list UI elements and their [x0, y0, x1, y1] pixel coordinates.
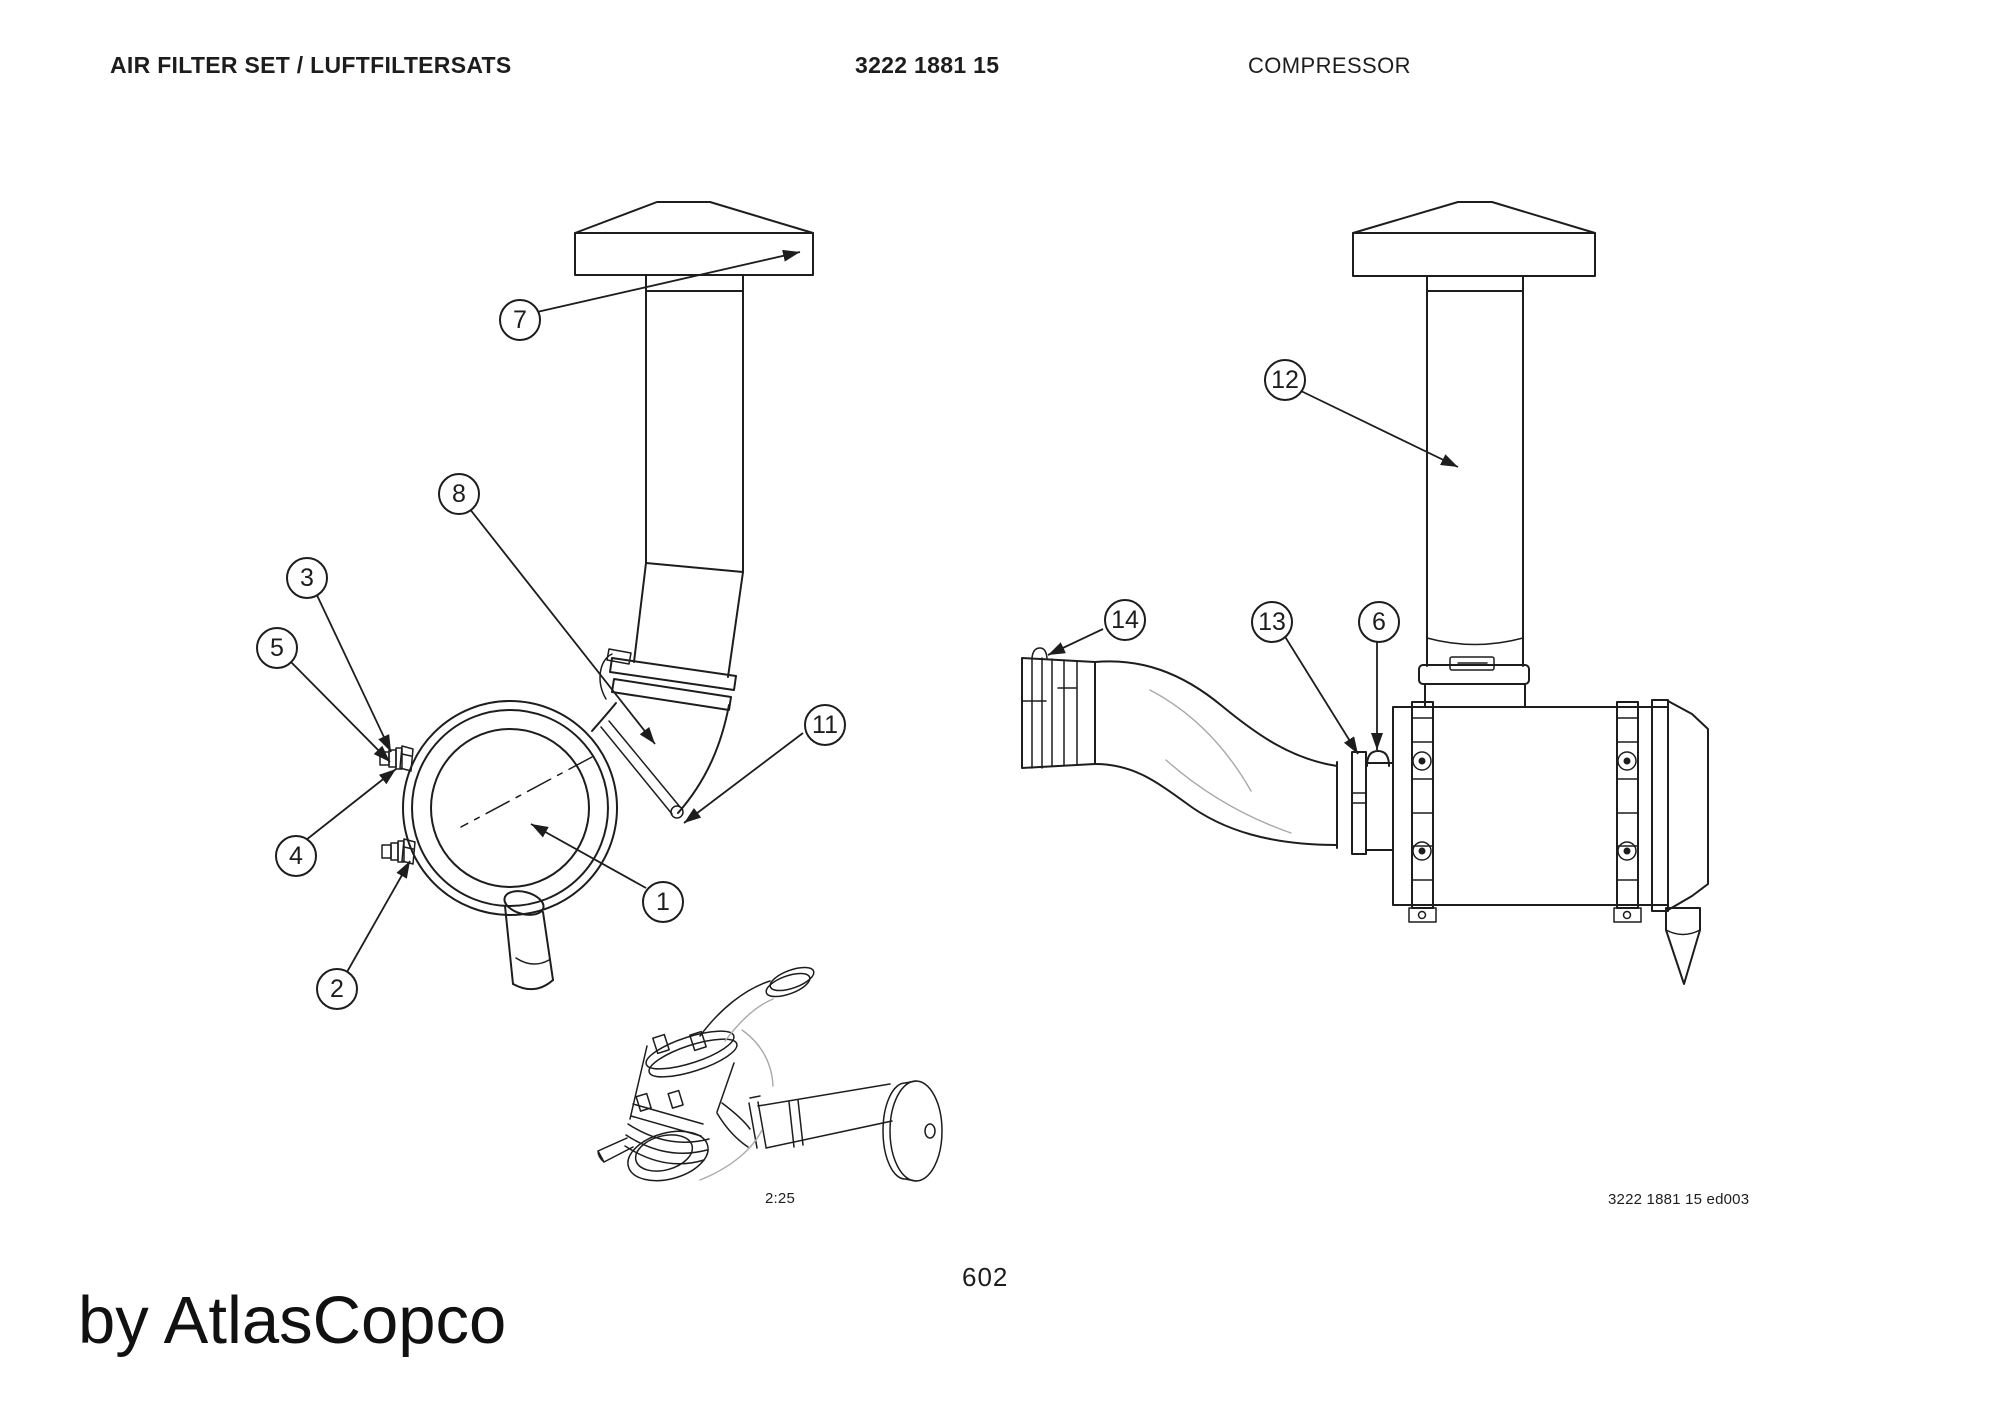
callout-11: 11	[804, 704, 846, 746]
intake-pipe	[1427, 276, 1523, 666]
rain-cap-roof	[1353, 202, 1595, 233]
isometric-assembly-view	[598, 963, 942, 1189]
hose-clamp-screw	[1352, 793, 1366, 803]
end-ring	[1652, 700, 1668, 911]
intake-pipe-lower	[634, 563, 743, 677]
leader-7	[537, 252, 800, 312]
housing-inner-rim	[412, 710, 608, 906]
part-number: 3222 1881 15	[855, 52, 1000, 78]
mounting-band-right	[1614, 702, 1641, 922]
product-name: COMPRESSOR	[1248, 53, 1411, 78]
callout-6: 6	[1358, 601, 1400, 643]
callout-2: 2	[316, 968, 358, 1010]
leader-3	[315, 591, 391, 752]
housing-cover	[431, 729, 589, 887]
dust-ejector-lip	[1666, 930, 1700, 935]
callout-7: 7	[499, 299, 541, 341]
center-line	[461, 757, 592, 827]
rain-cap-band	[575, 233, 813, 275]
inlet-collar-band-2	[612, 679, 731, 710]
page-title: AIR FILTER SET / LUFTFILTERSATS	[110, 52, 512, 78]
hose-bead	[1032, 648, 1047, 658]
inlet-collar	[1425, 684, 1525, 707]
page-number: 602	[962, 1262, 1009, 1292]
leader-12	[1301, 391, 1458, 467]
callout-4: 4	[275, 835, 317, 877]
callout-13: 13	[1251, 601, 1293, 643]
upper-bolt-set	[380, 746, 413, 771]
end-cap	[1668, 701, 1708, 910]
leader-5	[288, 659, 390, 762]
top-clamp-ring	[1419, 665, 1529, 684]
callout-12: 12	[1264, 359, 1306, 401]
dust-ejector-valve	[1666, 908, 1700, 984]
callout-5: 5	[256, 627, 298, 669]
pipe-hose-joint	[1427, 638, 1523, 645]
leader-8	[469, 508, 655, 744]
leader-14	[1048, 629, 1103, 655]
drawing-reference: 3222 1881 15 ed003	[1608, 1191, 1750, 1208]
inlet-neck-left	[592, 703, 616, 731]
leader-13	[1284, 635, 1358, 754]
callout-8: 8	[438, 473, 480, 515]
clamp-strap-tip	[671, 806, 683, 818]
rain-cap-roof	[575, 202, 813, 233]
callout-1: 1	[642, 881, 684, 923]
leader-4	[306, 769, 396, 840]
clamp-strap	[601, 721, 680, 814]
scale-note: 2:25	[765, 1190, 795, 1207]
housing-outer-rim	[403, 701, 617, 915]
outlet-stub	[502, 887, 553, 989]
inlet-neck-right	[678, 705, 729, 813]
leader-2	[347, 861, 410, 972]
mounting-band-left	[1409, 702, 1436, 922]
left-exploded-view-drawing	[380, 202, 813, 989]
intake-pipe	[646, 275, 743, 572]
rain-cap-band	[1353, 233, 1595, 276]
lower-bolt-set	[382, 839, 415, 864]
leader-1	[531, 824, 646, 888]
brand-watermark: by AtlasCopco	[78, 1283, 507, 1358]
callout-14: 14	[1104, 599, 1146, 641]
housing-body	[1393, 707, 1668, 905]
right-side-view-drawing	[1022, 202, 1708, 984]
intake-hose	[1022, 648, 1393, 850]
callout-3: 3	[286, 557, 328, 599]
